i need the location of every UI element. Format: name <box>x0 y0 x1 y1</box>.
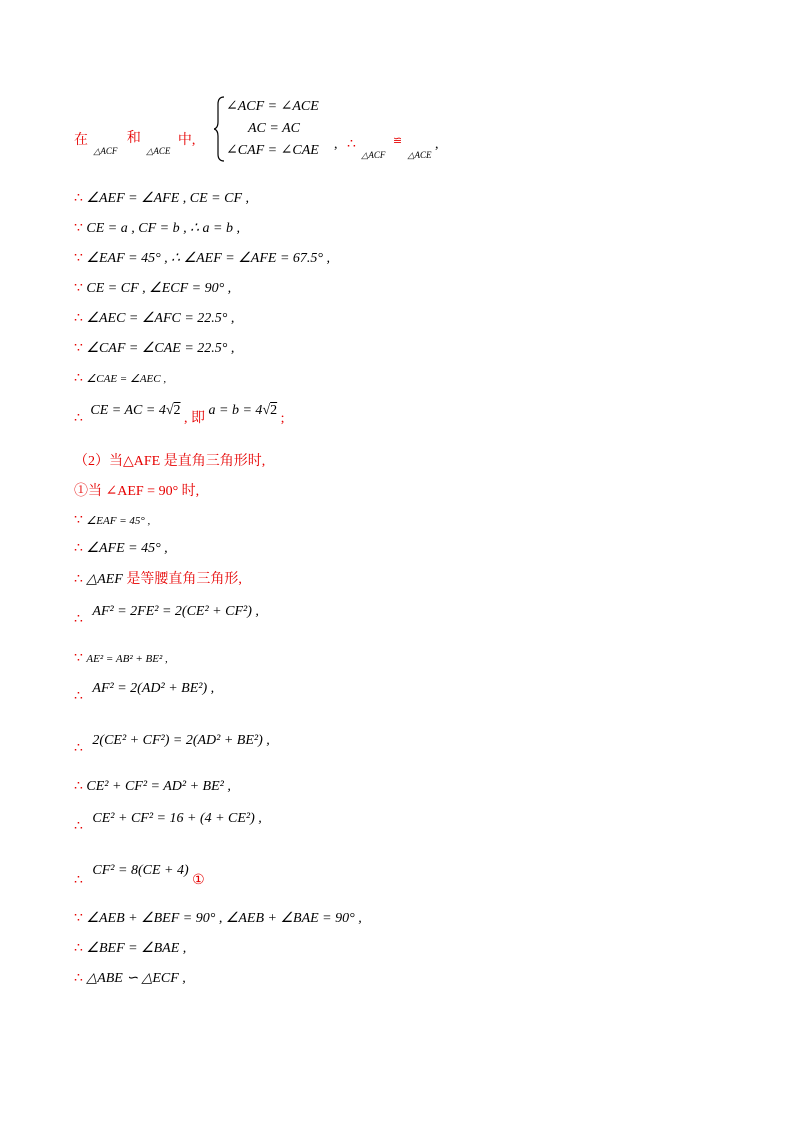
proof-line <box>74 650 168 668</box>
therefore-symbol: ∴ <box>74 311 83 326</box>
circled-one-mark: ① <box>192 873 205 888</box>
therefore-symbol: ∴ <box>74 941 83 956</box>
because-symbol: ∵ <box>74 251 83 266</box>
proof-text: ∠CAF = ∠CAE = 22.5° , <box>86 341 235 356</box>
system-eq-2: AC = AC <box>248 121 300 136</box>
therefore-symbol: ∴ <box>74 779 83 794</box>
semicolon: ; <box>280 411 285 426</box>
proof-text: AF² = 2FE² = 2(CE² + CF²) , <box>92 604 259 619</box>
proof-text: ∠CAE = ∠AEC , <box>86 373 167 385</box>
proof-line <box>74 603 259 627</box>
proof-line <box>74 370 166 388</box>
comma: , <box>334 137 338 152</box>
sub-case-heading: ①当 ∠AEF = 90° 时, <box>74 484 200 499</box>
triangle-ace-2: △ACE <box>407 150 432 160</box>
proof-text: CF² = 8(CE + 4) <box>92 863 189 878</box>
therefore-symbol: ∴ <box>74 971 83 986</box>
therefore-symbol: ∴ <box>74 371 83 386</box>
proof-line <box>74 910 362 928</box>
proof-line <box>74 190 249 208</box>
sqrt-sign: √ <box>165 403 174 418</box>
left-brace-icon <box>214 96 226 162</box>
proof-text: 是等腰直角三角形, <box>122 572 242 587</box>
proof-line <box>74 540 168 558</box>
system-eq-1: ∠ACF = ∠ACE <box>226 99 319 114</box>
proof-line <box>74 340 234 358</box>
therefore-symbol: ∴ <box>74 612 83 627</box>
proof-text: CE² + CF² = AD² + BE² , <box>86 779 231 794</box>
therefore-symbol: ∴ <box>74 191 83 206</box>
because-symbol: ∵ <box>74 281 83 296</box>
proof-text: AF² = 2(AD² + BE²) , <box>92 681 215 696</box>
proof-line <box>74 778 231 796</box>
therefore-symbol: ∴ <box>74 572 83 587</box>
therefore-symbol: ∴ <box>74 819 83 834</box>
radicand: 2 <box>173 403 181 418</box>
case-heading: （2）当△AFE 是直角三角形时, <box>74 454 266 469</box>
because-symbol: ∵ <box>74 513 83 528</box>
proof-line <box>74 940 186 958</box>
text-zhong: 中, <box>177 133 196 148</box>
radicand: 2 <box>270 403 278 418</box>
equation-system <box>214 96 334 162</box>
proof-text: CE = a , CF = b , ∴ a = b , <box>86 221 240 236</box>
proof-line <box>74 310 234 328</box>
proof-line <box>74 220 240 238</box>
proof-line <box>74 862 205 888</box>
proof-line <box>74 250 330 268</box>
proof-text: ∠AFE = 45° , <box>86 541 168 556</box>
text-ji: , 即 <box>184 411 206 426</box>
end-comma: , <box>434 137 439 152</box>
triangle-acf-2: △ACF <box>361 150 386 160</box>
because-symbol: ∵ <box>74 651 83 666</box>
therefore-symbol: ∴ <box>74 741 83 756</box>
proof-text: CE = AC = 4 <box>90 403 166 418</box>
proof-line <box>74 810 262 834</box>
because-symbol: ∵ <box>74 341 83 356</box>
therefore-symbol: ∴ <box>74 873 83 888</box>
system-eq-3: ∠CAF = ∠CAE <box>226 143 319 158</box>
therefore-symbol: ∴ <box>347 137 356 152</box>
therefore-symbol: ∴ <box>74 541 83 556</box>
proof-text: ∠BEF = ∠BAE , <box>86 941 187 956</box>
proof-text: a = b = 4 <box>208 403 263 418</box>
proof-text: ∠AEF = ∠AFE , CE = CF , <box>86 191 250 206</box>
proof-text: AE² = AB² + BE² , <box>86 653 168 665</box>
proof-text: △ABE ∽ △ECF , <box>86 971 186 986</box>
congruence-conclusion <box>334 135 439 160</box>
proof-line <box>74 732 270 756</box>
proof-line <box>74 280 231 298</box>
proof-text: ∠AEC = ∠AFC = 22.5° , <box>86 311 235 326</box>
proof-line <box>74 512 150 530</box>
proof-line <box>74 680 215 704</box>
because-symbol: ∵ <box>74 221 83 236</box>
text-zai: 在 <box>74 133 88 148</box>
congruent-symbol: ≌ <box>392 135 403 147</box>
because-symbol: ∵ <box>74 911 83 926</box>
proof-line <box>74 571 242 589</box>
therefore-symbol: ∴ <box>74 689 83 704</box>
sqrt-sign: √ <box>262 403 271 418</box>
proof-text: CE² + CF² = 16 + (4 + CE²) , <box>92 811 262 826</box>
therefore-symbol: ∴ <box>74 411 83 426</box>
triangle-aef: △AEF <box>86 572 123 587</box>
proof-text: ∠EAF = 45° , <box>86 515 151 527</box>
triangle-ace: △ACE <box>146 146 171 156</box>
proof-line-sqrt <box>74 402 285 426</box>
proof-text: CE = CF , ∠ECF = 90° , <box>86 281 232 296</box>
triangle-acf: △ACF <box>93 146 118 156</box>
congruence-row <box>74 131 196 156</box>
proof-text: ∠EAF = 45° , ∴ ∠AEF = ∠AFE = 67.5° , <box>86 251 330 266</box>
proof-text: 2(CE² + CF²) = 2(AD² + BE²) , <box>92 733 270 748</box>
proof-text: ∠AEB + ∠BEF = 90° , ∠AEB + ∠BAE = 90° , <box>86 911 362 926</box>
text-he: 和 <box>126 131 141 146</box>
proof-line <box>74 970 186 988</box>
